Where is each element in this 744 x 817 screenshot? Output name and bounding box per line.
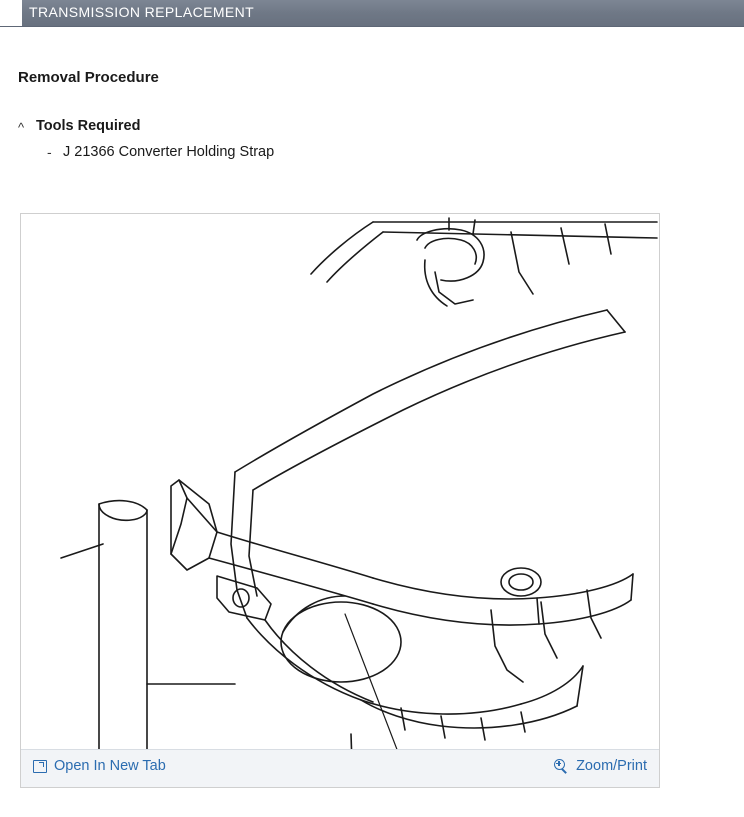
tool-name: J 21366 Converter Holding Strap <box>63 144 275 160</box>
tools-required-header[interactable] <box>18 118 618 140</box>
zoom-print-button[interactable] <box>554 758 647 774</box>
tools-required-block <box>18 118 618 166</box>
page-title: TRANSMISSION REPLACEMENT <box>29 4 255 20</box>
magnifier-plus-icon <box>554 759 569 774</box>
open-in-new-tab-icon <box>33 759 47 773</box>
figure-line-drawing <box>21 214 659 751</box>
figure-footer-toolbar <box>21 749 659 787</box>
collapse-caret-icon[interactable]: ^ <box>18 120 25 135</box>
figure-panel <box>20 213 660 788</box>
title-bar <box>0 0 744 27</box>
list-item <box>18 144 618 166</box>
bullet-dash-icon: - <box>47 144 52 160</box>
open-in-new-tab-button[interactable] <box>33 758 166 774</box>
zoom-print-label: Zoom/Print <box>576 758 647 774</box>
open-in-new-tab-label: Open In New Tab <box>54 758 166 774</box>
section-heading: Removal Procedure <box>18 69 159 86</box>
title-bar-left-gap <box>0 0 22 26</box>
tools-required-label: Tools Required <box>36 118 141 134</box>
